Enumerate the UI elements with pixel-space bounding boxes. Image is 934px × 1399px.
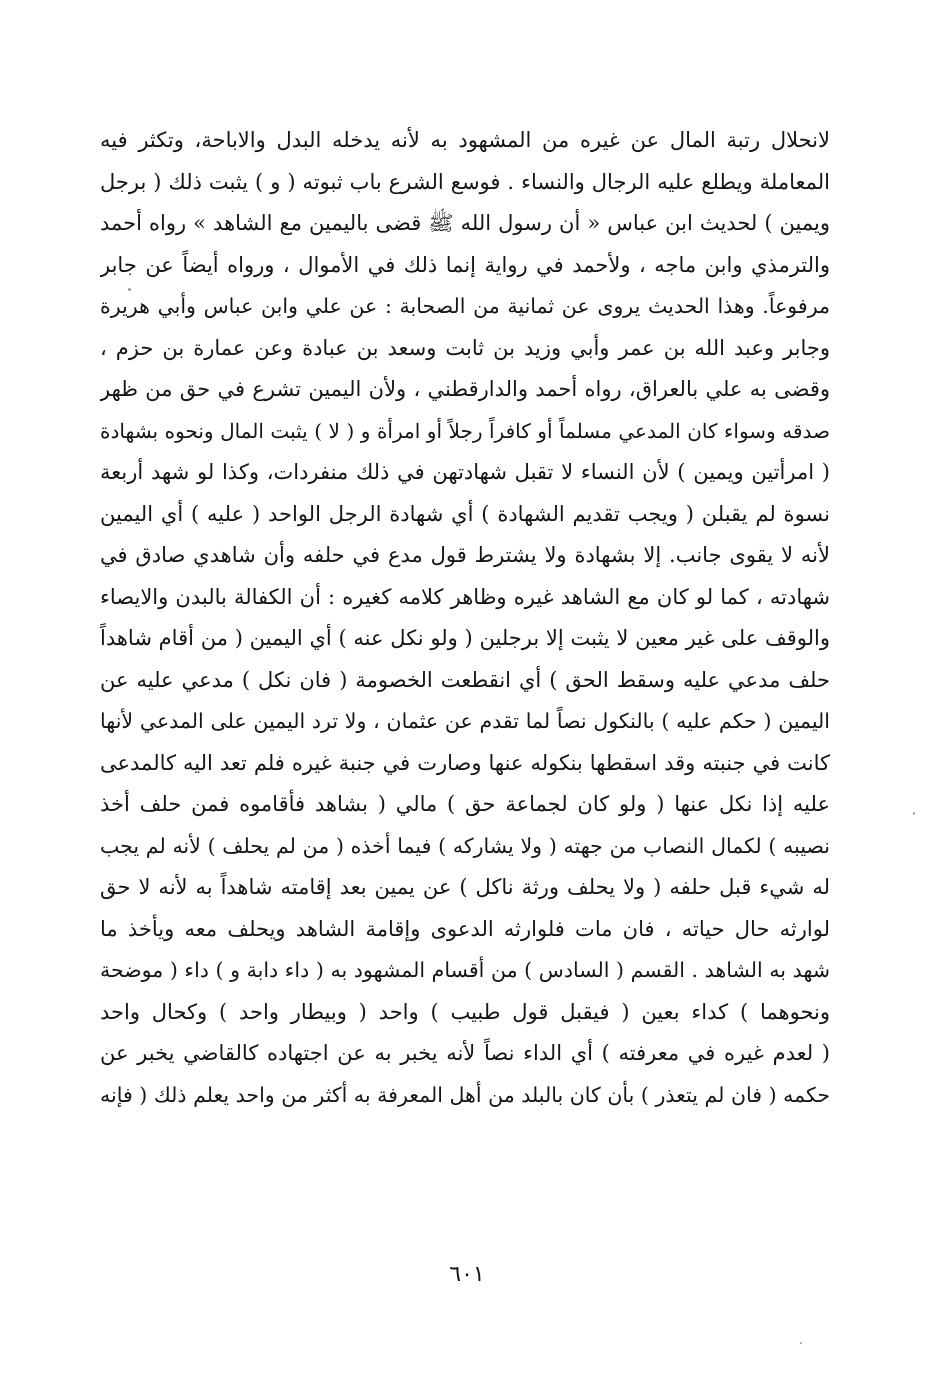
text-line-6: وجابر وعبد الله بن عمر وأبي وزيد بن ثابت وسعد بن عبادة وعن عمارة بن حزم ، (100, 335, 830, 360)
text-line-15: اليمين ( حكم عليه ) بالنكول نصاً لما تقدم عن عثمان ، ولا ترد اليمين على المدعي لأنها (100, 709, 830, 733)
text-line-13: والوقف على غير معين لا يثبت إلا برجلين ( ولو نكل عنه ) أي اليمين ( من أقام شاهداً (100, 626, 830, 650)
text-line-11: لأنه لا يقوى جانب. إلا بشهادة ولا يشترط قول مدع في حلفه وأن شاهدي صادق في (100, 543, 830, 567)
text-line-4: والترمذي وابن ماجه ، ولأحمد في رواية إنما ذلك في الأموال ، ورواه أيضاً عن جابر (100, 252, 830, 277)
text-line-16: كانت في جنبته وقد اسقطها بنكوله عنها وصارت في جنبة غيره فلم تعد اليه كالمدعى (100, 750, 830, 775)
text-line-19: له شيء قبل حلفه ( ولا يحلف ورثة ناكل ) عن يمين بعد إقامته شاهداً به لأنه لا حق (100, 875, 830, 899)
scan-speck (913, 812, 915, 815)
text-line-18: نصيبه ) لكمال النصاب من جهته ( ولا يشاركه ) فيما أخذه ( من لم يحلف ) لأنه لم يجب (100, 833, 830, 858)
text-line-22: ونحوهما ) كداء بعين ( فيقبل قول طبيب ) واحد ( وبيطار واحد ) وكحال واحد (100, 999, 830, 1024)
text-line-3: ويمين ) لحديث ابن عباس « أن رسول الله ﷺ قضى باليمين مع الشاهد » رواه أحمد (100, 211, 830, 235)
text-line-23: ( لعدم غيره في معرفته ) أي الداء نصاً لأنه يخبر به عن اجتهاده كالقاضي يخبر عن (100, 1041, 830, 1065)
text-line-10: نسوة لم يقبلن ( ويجب تقديم الشهادة ) أي شهادة الرجل الواحد ( عليه ) أي اليمين (100, 501, 830, 526)
text-line-7: وقضى به علي بالعراق، رواه أحمد والدارقطني ، ولأن اليمين تشرع في حق من ظهر (100, 377, 830, 401)
scan-speck (800, 1342, 802, 1344)
text-line-12: شهادته ، كما لو كان مع الشاهد غيره وظاهر كلامه كغيره : أن الكفالة بالبدن والايصاء (100, 584, 830, 609)
body-text (100, 120, 830, 1116)
text-line-14: حلف مدعي عليه وسقط الحق ) أي انقطعت الخصومة ( فان نكل ) مدعي عليه عن (100, 667, 830, 692)
scan-speck (128, 288, 131, 291)
text-line-20: لوارثه حال حياته ، فان مات فلوارثه الدعوى وإقامة الشاهد ويحلف معه ويأخذ ما (100, 916, 830, 941)
page-number: ٦٠١ (449, 1262, 485, 1287)
text-line-8: صدقه وسواء كان المدعي مسلماً أو كافراً رجلاً أو امرأة و ( لا ) يثبت المال ونحوه بشهادة (100, 418, 830, 443)
text-line-24: حكمه ( فان لم يتعذر ) بأن كان بالبلد من أهل المعرفة به أكثر من واحد يعلم ذلك ( فإنه (100, 1082, 830, 1107)
text-line-9: ( امرأتين ويمين ) لأن النساء لا تقبل شهادتهن في ذلك منفردات، وكذا لو شهد أربعة (100, 460, 830, 484)
text-line-21: شهد به الشاهد . القسم ( السادس ) من أقسام المشهود به ( داء دابة و ) داء ( موضحة (100, 958, 830, 982)
text-line-17: عليه إذا نكل عنها ( ولو كان لجماعة حق ) مالي ( بشاهد فأقاموه فمن حلف أخذ (100, 792, 830, 816)
text-line-5: مرفوعاً. وهذا الحديث يروى عن ثمانية من الصحابة : عن علي وابن عباس وأبي هريرة (100, 294, 830, 318)
text-line-1: لانحلال رتبة المال عن غيره من المشهود به لأنه يدخله البدل والاباحة، وتكثر فيه (100, 128, 830, 152)
text-line-2: المعاملة ويطلع عليه الرجال والنساء . فوسع الشرع باب ثبوته ( و ) يثبت ذلك ( برجل (100, 169, 830, 194)
